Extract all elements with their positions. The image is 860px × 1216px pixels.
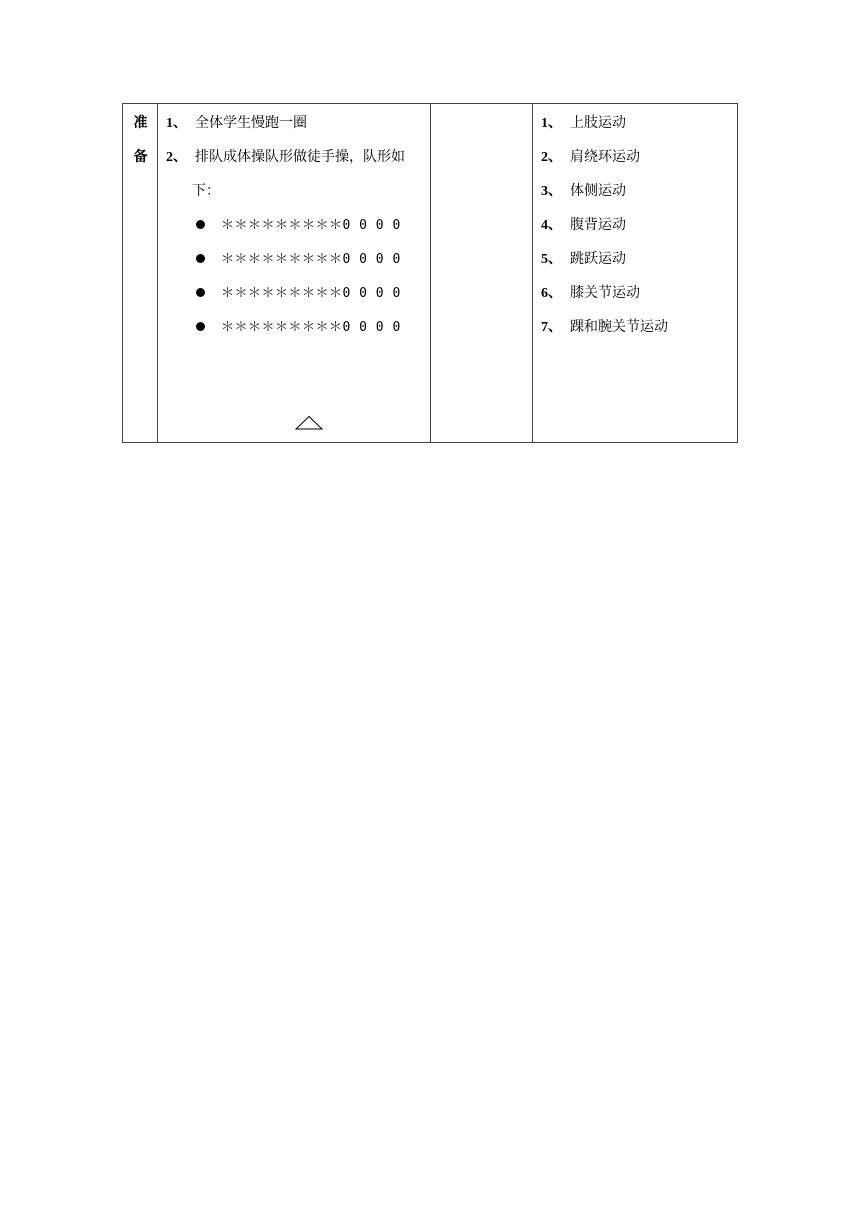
exercise-item-6 <box>541 285 640 302</box>
formation-row-2 <box>196 251 401 268</box>
formation-row-1 <box>196 217 401 234</box>
formation-pattern: ＊＊＊＊＊＊＊＊＊0 0 0 0 <box>221 286 401 301</box>
exercise-text: 肩绕环运动 <box>570 149 640 165</box>
lesson-plan-table <box>122 103 738 443</box>
exercise-number: 7、 <box>541 320 562 335</box>
section-column <box>123 104 158 442</box>
formation-pattern: ＊＊＊＊＊＊＊＊＊0 0 0 0 <box>221 218 401 233</box>
content-item-2-number: 2、 <box>166 150 187 165</box>
exercise-item-4 <box>541 217 626 234</box>
exercise-item-2 <box>541 149 640 166</box>
content-item-2-text: 排队成体操队形做徒手操，队形如 <box>195 149 405 165</box>
section-label-char-1: 准 <box>133 115 148 131</box>
exercise-item-7 <box>541 319 668 336</box>
blank-column <box>431 104 533 442</box>
exercise-number: 4、 <box>541 218 562 233</box>
exercise-number: 6、 <box>541 286 562 301</box>
exercise-number: 5、 <box>541 252 562 267</box>
formation-row-4 <box>196 319 401 336</box>
formation-pattern: ＊＊＊＊＊＊＊＊＊0 0 0 0 <box>221 320 401 335</box>
exercise-number: 2、 <box>541 150 562 165</box>
exercise-number: 1、 <box>541 116 562 131</box>
filled-circle-icon <box>196 322 205 331</box>
formation-row-3 <box>196 285 401 302</box>
exercise-text: 膝关节运动 <box>570 285 640 301</box>
content-item-2 <box>166 149 405 166</box>
content-item-1-number: 1、 <box>166 116 187 131</box>
content-item-1-text: 全体学生慢跑一圈 <box>195 115 307 131</box>
filled-circle-icon <box>196 220 205 229</box>
exercise-item-5 <box>541 251 626 268</box>
filled-circle-icon <box>196 254 205 263</box>
section-label-char-2: 备 <box>133 149 148 165</box>
exercise-item-3 <box>541 183 626 200</box>
content-item-1 <box>166 115 307 132</box>
exercise-text: 踝和腕关节运动 <box>570 319 668 335</box>
formation-pattern: ＊＊＊＊＊＊＊＊＊0 0 0 0 <box>221 252 401 267</box>
exercise-number: 3、 <box>541 184 562 199</box>
exercise-text: 上肢运动 <box>570 115 626 131</box>
triangle-icon <box>294 415 324 431</box>
exercise-text: 跳跃运动 <box>570 251 626 267</box>
exercise-text: 体侧运动 <box>570 183 626 199</box>
content-item-2-continuation: 下： <box>192 183 220 199</box>
exercise-item-1 <box>541 115 626 132</box>
filled-circle-icon <box>196 288 205 297</box>
content-column <box>158 104 431 442</box>
exercise-text: 腹背运动 <box>570 217 626 233</box>
exercises-column <box>533 104 737 442</box>
